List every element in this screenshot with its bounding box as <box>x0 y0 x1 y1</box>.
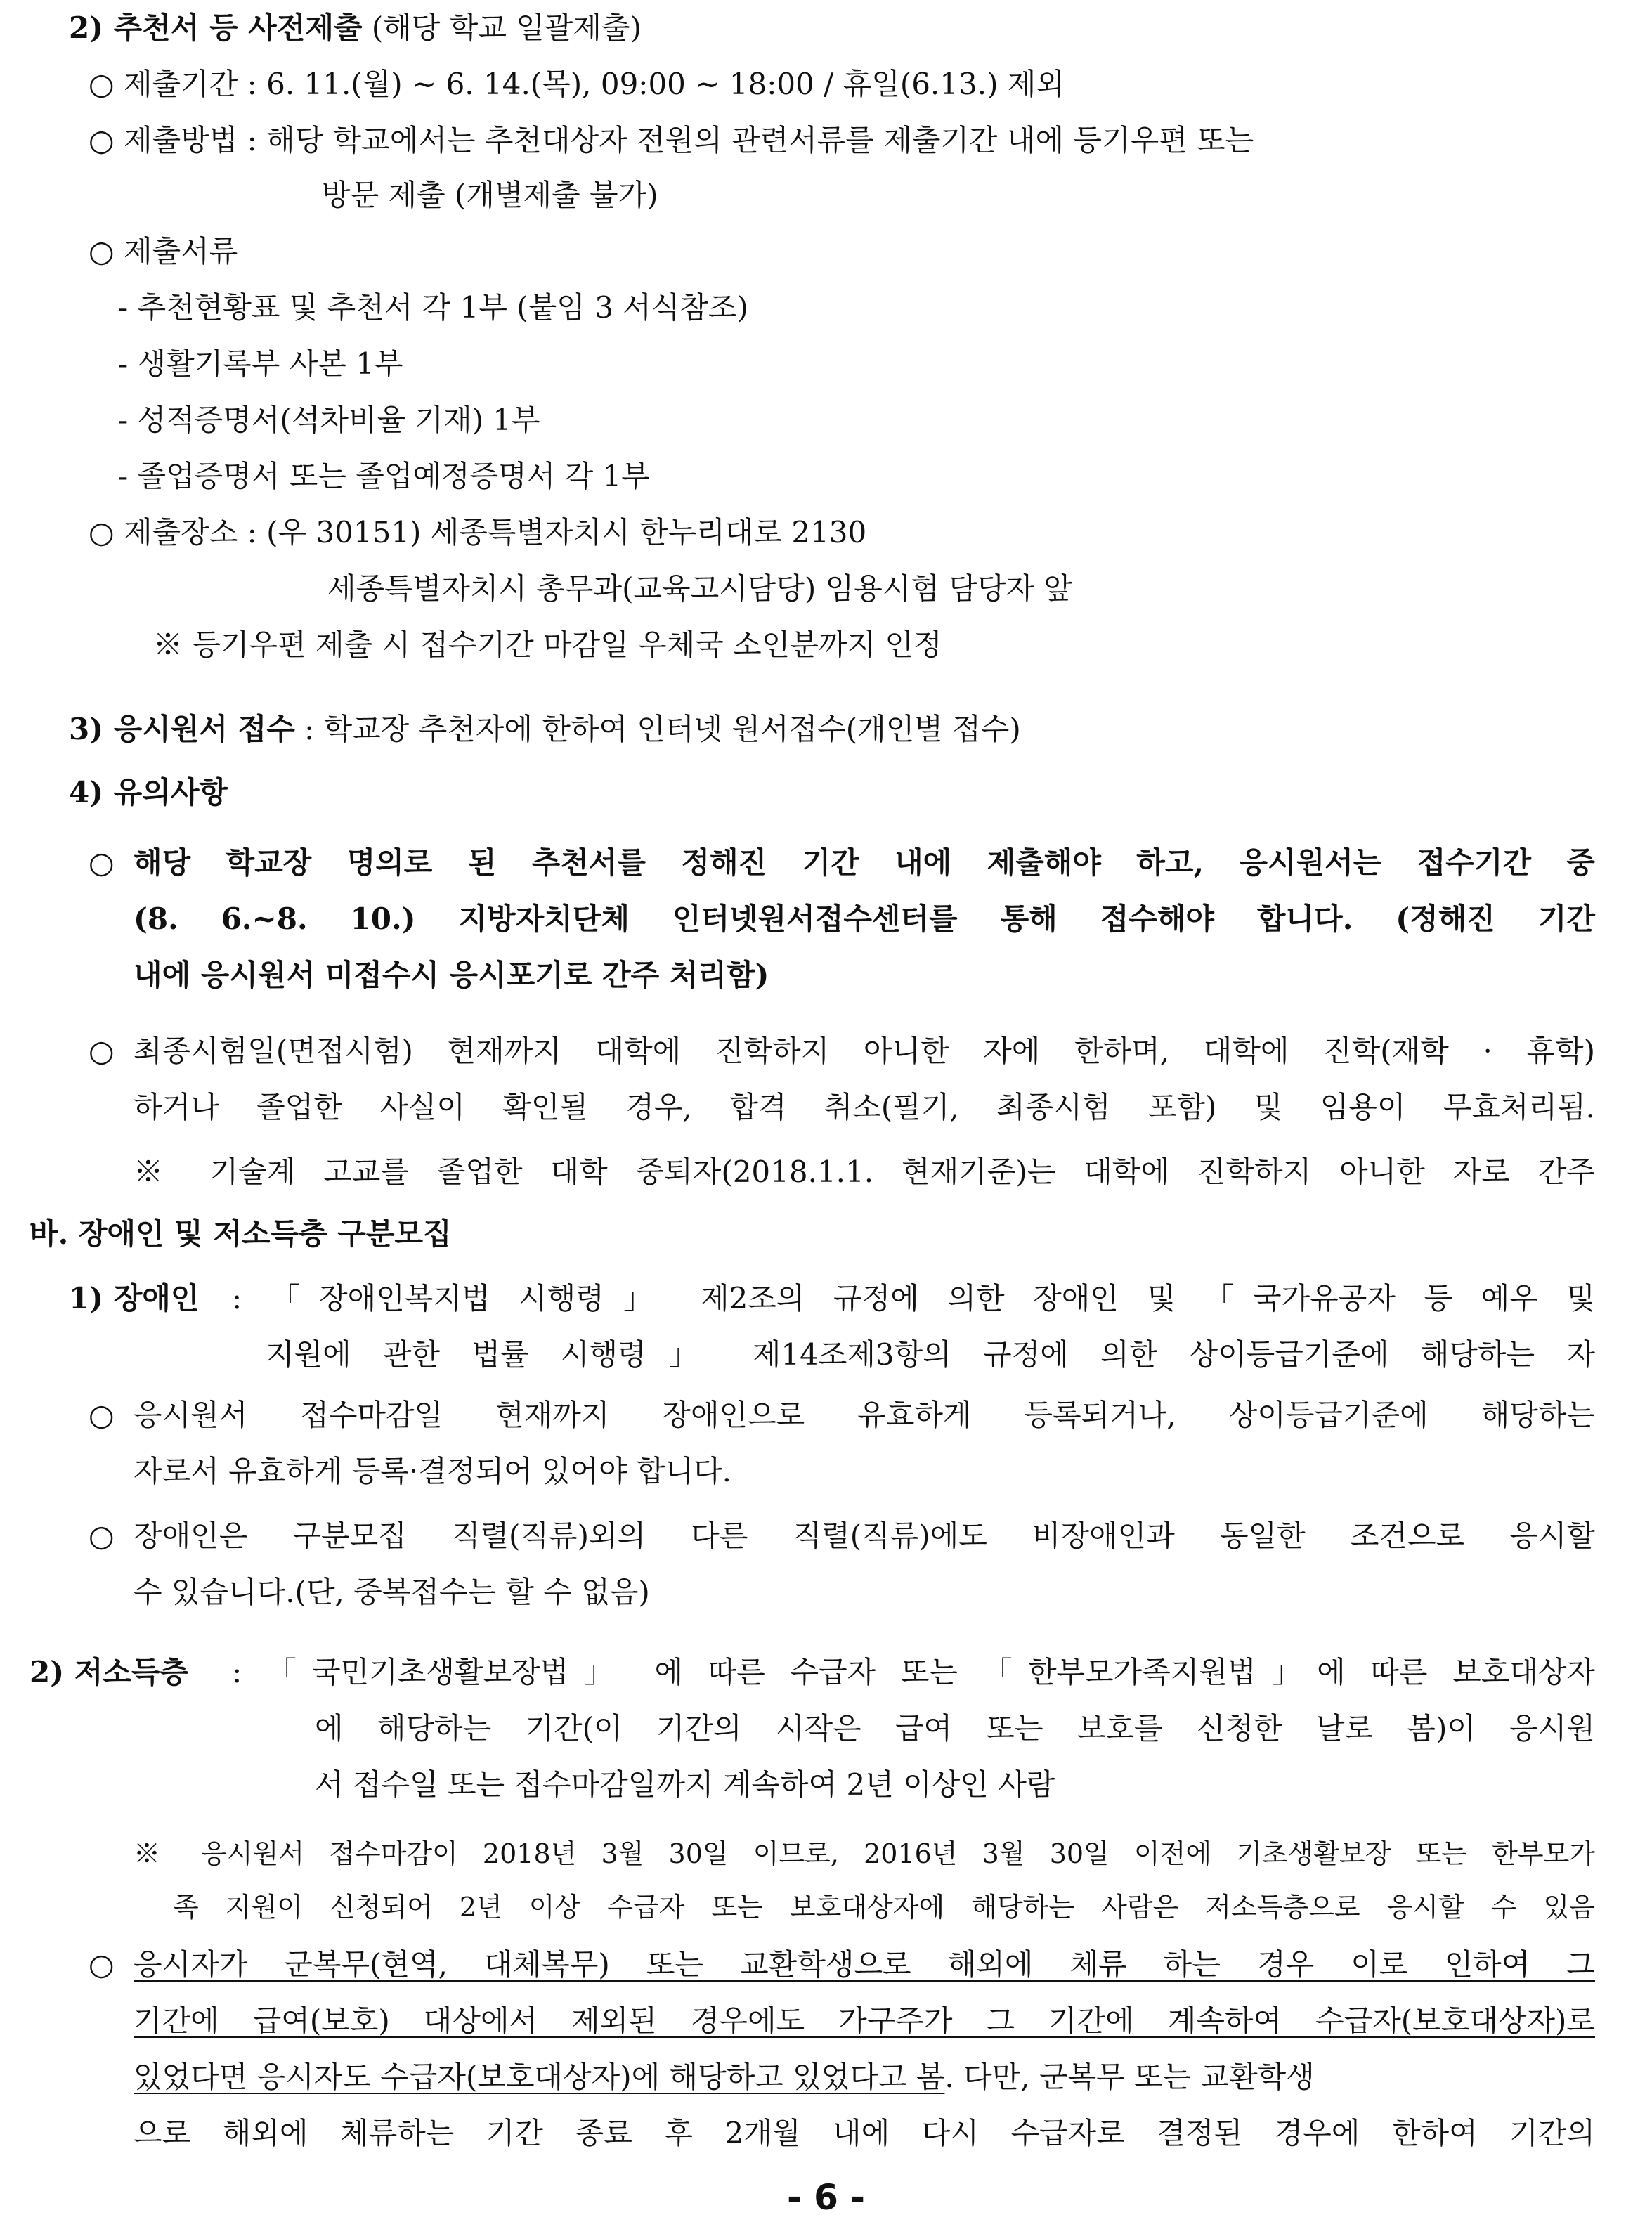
submission-period: ○ 제출기간 : 6. 11.(월) ~ 6. 14.(목), 09:00 ~ 18:00 / 휴일(6.13.) 제외 <box>89 67 1065 101</box>
section-2-title: 2) 추천서 등 사전제출 <box>69 11 363 45</box>
military-rule-line-3-rest: . 다만, 군복무 또는 교환학생 <box>944 2060 1315 2094</box>
military-rule-line-3-underlined: 있었다면 응시자도 수급자(보호대상자)에 해당하고 있었다고 봄 <box>134 2060 945 2094</box>
military-rule-line-2: 기간에 급여(보호) 대상에서 제외된 경우에도 가구주가 그 기간에 계속하여 수급자(보호대상자)로 <box>134 2003 1595 2038</box>
submission-documents-label: ○ 제출서류 <box>89 234 238 268</box>
low-income-heading <box>30 1653 188 1692</box>
section-2-heading <box>69 8 642 48</box>
document-item-3: - 성적증명서(석차비율 기재) 1부 <box>118 403 540 437</box>
vocational-school-note: ※ 기술계 고교를 졸업한 대학 중퇴자(2018.1.1. 현재기준)는 대학에 진학하지 아니한 자로 간주 <box>134 1155 1595 1189</box>
document-item-4: - 졸업증명서 또는 졸업예정증명서 각 1부 <box>118 459 650 493</box>
caution-1-line-3: 내에 응시원서 미접수시 응시포기로 간주 처리함) <box>134 958 769 992</box>
section-ba-title: 바. 장애인 및 저소득층 구분모집 <box>30 1216 452 1251</box>
military-rule-line-1: 응시자가 군복무(현역, 대체복무) 또는 교환학생으로 해외에 체류 하는 경우 이로 인하여 그 <box>134 1947 1595 1982</box>
military-rule-line-3 <box>134 2058 1315 2097</box>
disabled-title: 1) 장애인 <box>69 1281 200 1315</box>
section-3-text: : 학교장 추천자에 한하여 인터넷 원서접수(개인별 접수) <box>294 712 1021 746</box>
page-number: - 6 - <box>786 2177 866 2218</box>
document-item-2: - 생활기록부 사본 1부 <box>118 346 403 381</box>
disabled-rule-1-line-2: 자로서 유효하게 등록·결정되어 있어야 합니다. <box>134 1454 731 1488</box>
disabled-rule-2-line-1: 장애인은 구분모집 직렬(직류)외의 다른 직렬(직류)에도 비장애인과 동일한 조건으로 응시할 <box>134 1519 1595 1553</box>
bullet-symbol: ○ <box>89 1519 115 1553</box>
submission-method-line-2: 방문 제출 (개별제출 불가) <box>322 178 658 212</box>
caution-1-line-1: 해당 학교장 명의로 된 추천서를 정해진 기간 내에 제출해야 하고, 응시원서는 접수기간 중 <box>134 845 1595 880</box>
low-income-note-line-2: 족 지원이 신청되어 2년 이상 수급자 또는 보호대상자에 해당하는 사람은 저소득층으로 응시할 수 있음 <box>173 1892 1595 1923</box>
bullet-symbol: ○ <box>89 1034 115 1068</box>
disabled-rule-2-line-2: 수 있습니다.(단, 중복접수는 할 수 없음) <box>134 1575 650 1609</box>
caution-1-line-2: (8. 6.~8. 10.) 지방자치단체 인터넷원서접수센터를 통해 접수해야 합니다. (정해진 기간 <box>134 902 1595 936</box>
section-3-title: 3) 응시원서 접수 <box>69 712 295 746</box>
disabled-definition-line-1: : 「장애인복지법 시행령」 제2조의 규정에 의한 장애인 및 「국가유공자 등 예우 및 <box>232 1281 1595 1315</box>
low-income-definition-line-3: 서 접수일 또는 접수마감일까지 계속하여 2년 이상인 사람 <box>315 1767 1055 1802</box>
low-income-definition-line-1: : 「국민기초생활보장법」 에 따른 수급자 또는 「한부모가족지원법」에 따른 보호대상자 <box>232 1655 1595 1689</box>
section-3-heading <box>69 710 1021 749</box>
low-income-title: 2) 저소득층 <box>30 1655 189 1689</box>
submission-place-line-2: 세종특별자치시 총무과(교육고시담당) 임용시험 담당자 앞 <box>327 571 1072 606</box>
disabled-rule-1-line-1: 응시원서 접수마감일 현재까지 장애인으로 유효하게 등록되거나, 상이등급기준에 해당하는 <box>134 1398 1595 1432</box>
caution-2-line-2: 하거나 졸업한 사실이 확인될 경우, 합격 취소(필기, 최종시험 포함) 및 임용이 무효처리됨. <box>134 1090 1595 1124</box>
section-4-title: 4) 유의사항 <box>69 775 228 810</box>
document-item-1: - 추천현황표 및 추천서 각 1부 (붙임 3 서식참조) <box>118 290 748 325</box>
bullet-symbol: ○ <box>89 1947 115 1982</box>
bullet-symbol: ○ <box>89 845 115 880</box>
bullet-symbol: ○ <box>89 1398 115 1432</box>
low-income-note-line-1: ※ 응시원서 접수마감이 2018년 3월 30일 이므로, 2016년 3월 30일 이전에 기초생활보장 또는 한부모가 <box>134 1838 1595 1869</box>
low-income-definition-line-2: 에 해당하는 기간(이 기간의 시작은 급여 또는 보호를 신청한 날로 봄)이 응시원 <box>315 1711 1595 1746</box>
military-rule-line-4: 으로 해외에 체류하는 기간 종료 후 2개월 내에 다시 수급자로 결정된 경우에 한하여 기간의 <box>134 2116 1595 2150</box>
registered-mail-note: ※ 등기우편 제출 시 접수기간 마감일 우체국 소인분까지 인정 <box>153 628 942 662</box>
caution-2-line-1: 최종시험일(면접시험) 현재까지 대학에 진학하지 아니한 자에 한하며, 대학에 진학(재학 · 휴학) <box>134 1034 1595 1068</box>
submission-method-line-1: ○ 제출방법 : 해당 학교에서는 추천대상자 전원의 관련서류를 제출기간 내에 등기우편 또는 <box>89 123 1254 157</box>
disabled-definition-line-2: 지원에 관한 법률 시행령」 제14조제3항의 규정에 의한 상이등급기준에 해당하는 자 <box>266 1337 1595 1372</box>
section-2-note: (해당 학교 일괄제출) <box>371 11 642 45</box>
submission-place-line-1: ○ 제출장소 : (우 30151) 세종특별자치시 한누리대로 2130 <box>89 515 867 550</box>
disabled-heading <box>69 1279 199 1318</box>
